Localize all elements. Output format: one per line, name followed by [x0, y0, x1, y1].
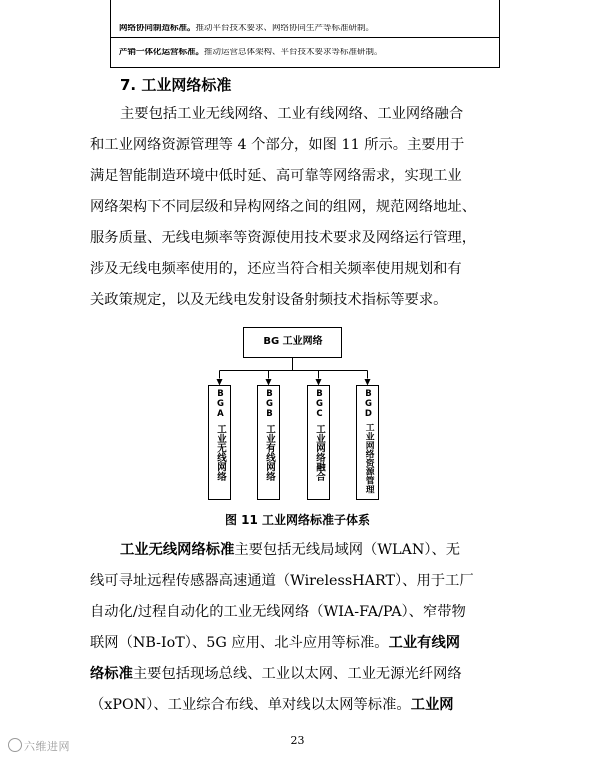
child-node-wireless: [209, 389, 231, 497]
watermark-logo-icon: [8, 738, 22, 752]
root-node-label: BG 工业网络: [263, 336, 323, 347]
term-bold: 络标准: [90, 666, 133, 682]
paragraph-line: [120, 543, 460, 557]
paragraph-line: 涉及无线电频率使用的，还应当符合相关频率使用规划和有: [90, 261, 462, 277]
paragraph-line: 和工业网络资源管理等 4 个部分，如图 11 所示。主要用于: [90, 137, 465, 153]
page-number: 23: [290, 734, 305, 747]
table-row-text: 推动运营总体架构、平台技术要求等标准研制。: [204, 48, 383, 57]
term-bold: 工业有线网: [388, 635, 461, 651]
table-row-title: 网络协同制造标准。: [119, 24, 196, 33]
child-node-resource-management: [357, 389, 379, 497]
arrowhead: [365, 379, 371, 386]
child-node-code: BGC: [314, 389, 325, 419]
arrowhead: [217, 379, 223, 386]
watermark: [8, 738, 70, 754]
arrowhead: [266, 379, 272, 386]
paragraph-line: [90, 698, 454, 712]
term-bold: 工业网: [410, 697, 454, 713]
child-node-convergence: [308, 389, 330, 497]
paragraph-line: 关政策规定，以及无线电发射设备射频技术指标等要求。: [90, 292, 448, 308]
figure-caption: 图 11 工业网络标准子体系: [224, 513, 371, 527]
child-node-label: 工业网络融合: [313, 423, 325, 481]
child-node-label: 工业有线网络: [263, 423, 275, 481]
arrowhead: [316, 379, 322, 386]
line-text: 主要包括现场总线、工业以太网、工业无源光纤网络: [132, 666, 462, 682]
child-node-code: BGA: [215, 389, 226, 419]
paragraph-line: 服务质量、无线电频率等资源使用技术要求及网络运行管理，: [90, 230, 477, 246]
table-row-text: 推动平台技术要求、网络协同生产等标准研制。: [195, 24, 375, 33]
line-text: 主要包括无线局域网（WLAN）、无: [234, 542, 461, 558]
paragraph-line: 网络架构下不同层级和异构网络之间的组网，规范网络地址、: [90, 199, 477, 215]
paragraph-line: [90, 636, 460, 650]
paragraph-line: 线可寻址远程传感器高速通道（WirelessHART）、用于工厂: [90, 573, 474, 589]
table-row-title: 产销一体化运营标准。: [119, 48, 205, 57]
child-node-label: 工业网络资源管理: [363, 422, 374, 494]
child-node-label: 工业无线网络: [214, 423, 226, 481]
paragraph-line: 主要包括工业无线网络、工业有线网络、工业网络融合: [120, 106, 464, 122]
child-node-code: BGB: [264, 389, 275, 419]
paragraph-line: 自动化/过程自动化的工业无线网络（WIA-FA/PA）、窄带物: [90, 604, 466, 620]
watermark-text: 六维进网: [24, 740, 70, 753]
section-heading: 7. 工业网络标准: [120, 76, 232, 94]
paragraph-line: 满足智能制造环境中低时延、高可靠等网络需求，实现工业: [90, 168, 462, 184]
line-text: （xPON）、工业综合布线、单对线以太网等标准。: [90, 697, 411, 713]
child-node-code: BGD: [363, 389, 374, 419]
term-bold: 工业无线网络标准: [120, 542, 235, 558]
paragraph-line: [90, 667, 462, 681]
child-node-wired: [258, 389, 280, 497]
line-text: 联网（NB-IoT）、5G 应用、北斗应用等标准。: [90, 635, 389, 651]
